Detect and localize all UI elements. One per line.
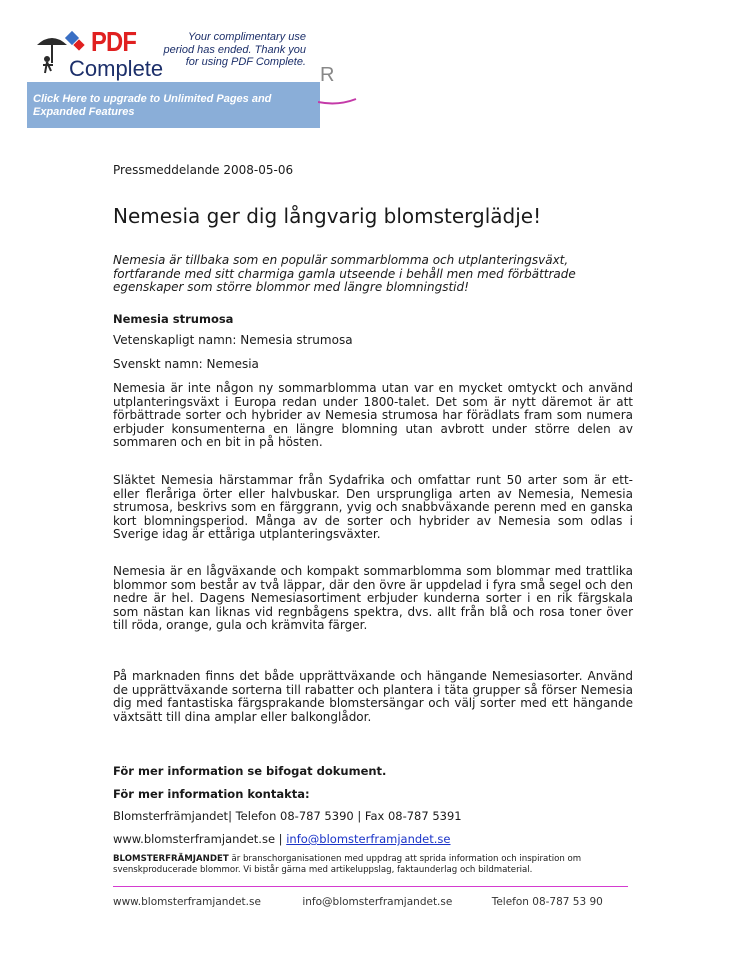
logo-swoosh — [318, 96, 358, 106]
footer-email: info@blomsterframjandet.se — [302, 896, 453, 908]
upgrade-banner[interactable] — [27, 27, 320, 128]
org-logo-fragment: R — [320, 64, 335, 86]
footer-note — [113, 854, 633, 876]
more-info-note: För mer information se bifogat dokument. — [113, 764, 387, 778]
footer-phone: Telefon 08-787 53 90 — [491, 896, 603, 908]
footer-org: BLOMSTERFRÄMJANDET — [113, 854, 229, 864]
footer-divider — [113, 886, 628, 887]
press-date: Pressmeddelande 2008-05-06 — [113, 163, 294, 177]
scientific-name: Vetenskapligt namn: Nemesia strumosa — [113, 333, 353, 347]
contact-links — [113, 833, 633, 847]
body-paragraph: Nemesia är en lågväxande och kompakt sommarblomma som blommar med trattlika blommor som består av två läppar, där den övre är uppdelad i fyra små segel och den nedre är hel. Dagens Nemesiasortiment erbjuder kunderna sorter i en rik färgskala som nästan kan liknas vid regnbågens spektra, dvs. allt från blå och rosa toner över till röda, orange, gula och krämvita färger. — [113, 564, 633, 633]
website-text: www.blomsterframjandet.se — [113, 832, 276, 846]
contact-line: Blomsterfrämjandet| Telefon 08-787 5390 | Fax 08-787 5391 — [113, 809, 462, 823]
banner-pdf-label: PDF — [91, 26, 137, 57]
lead-paragraph: Nemesia är tillbaka som en populär sommarblomma och utplanteringsväxt, fortfarande med sitt charmiga gamla utseende i behåll men med förbättrade egenskaper som större blommor med längre blomningstid! — [113, 253, 576, 295]
body-paragraph: Nemesia är inte någon ny sommarblomma utan var en mycket omtyckt och använd utplanteringsväxt i Europa redan under 1800-talet. Det som är nytt däremot är att förbättrade sorter och hybrider av Nemesia strumosa har förädlats fram som numera erbjuder konsumenterna en längre blomning utan avbrott under större delen av sommaren och en bit in på hösten. — [113, 381, 633, 450]
body-paragraph: På marknaden finns det både upprättväxande och hängande Nemesiasorter. Använd de upprättväxande sorterna till rabatter och plantera i täta grupper så förser Nemesia dig med fantastiska färgsprakande blomstersängar och välj sorter med ett hängande växtsätt till dina amplar eller balkonglådor. — [113, 669, 633, 724]
email-link[interactable]: info@blomsterframjandet.se — [286, 832, 451, 846]
upgrade-link[interactable]: Click Here to upgrade to Unlimited Pages and Expanded Features — [33, 93, 272, 118]
footer-description: är branschorganisationen med uppdrag att sprida information och inspiration om svenskproducerade blommor. Vi bistår gärna med artikeluppslag, faktaunderlag och bildmaterial. — [113, 854, 582, 875]
section-heading: Nemesia strumosa — [113, 312, 234, 326]
footer-row — [113, 896, 603, 908]
banner-top — [27, 27, 320, 82]
page-title: Nemesia ger dig långvarig blomsterglädje! — [113, 204, 542, 228]
separator: | — [275, 832, 287, 846]
banner-message: Your complimentary use period has ended. Thank you for using PDF Complete. — [163, 31, 306, 68]
swedish-name: Svenskt namn: Nemesia — [113, 357, 259, 371]
footer-web: www.blomsterframjandet.se — [113, 896, 261, 908]
body-paragraph: Släktet Nemesia härstammar från Sydafrika och omfattar runt 50 arter som är ett- eller fleråriga örter eller halvbuskar. Den ursprungliga arten av Nemesia, Nemesia strumosa, beskrivs som en färggrann, yvig och snabbväxande perenn med en ganska kort blomningsperiod. Många av de sorter och hybrider av Nemesia som odlas i Sverige idag är ettåriga utplanteringsväxter. — [113, 473, 633, 542]
contact-heading: För mer information kontakta: — [113, 787, 310, 801]
banner-complete-label: Complete — [69, 56, 164, 81]
